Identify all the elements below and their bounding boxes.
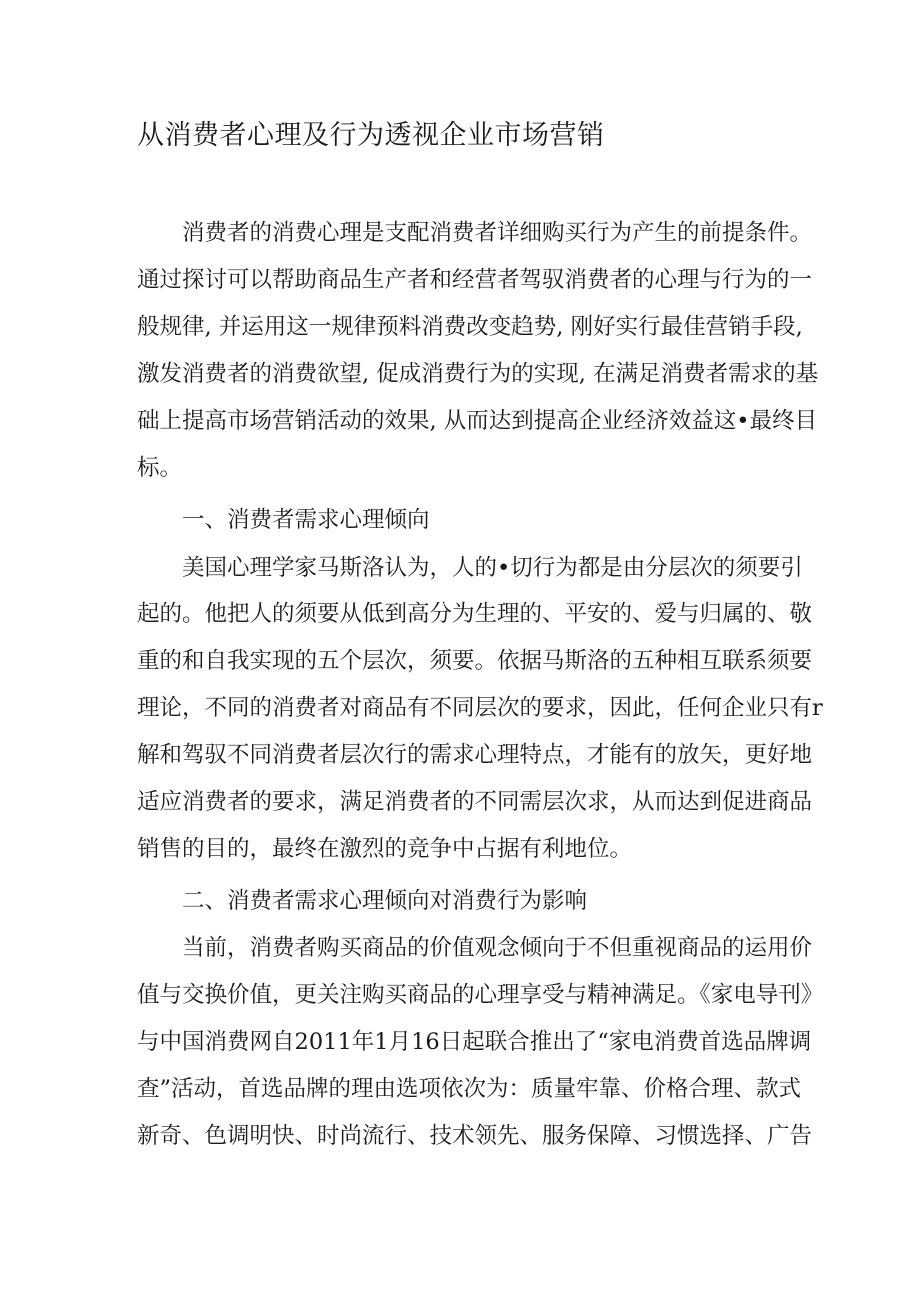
- section-heading: 一、消费者需求心理倾向: [182, 507, 430, 533]
- paragraph-line: 消费者的消费心理是支配消费者详细购买行为产生的前提条件。: [182, 220, 813, 246]
- paragraph-line: 与中国消费网自2011年1月16日起联合推出了“家电消费首选品牌调: [137, 1029, 812, 1055]
- paragraph-line: 础上提高市场营销活动的效果, 从而达到提高企业经济效益这•最终目: [137, 408, 818, 434]
- paragraph-line: 激发消费者的消费欲望, 促成消费行为的实现, 在满足消费者需求的基: [137, 361, 819, 387]
- paragraph-line: 适应消费者的要求，满足消费者的不同需层次求，从而达到促进商品: [137, 789, 813, 815]
- paragraph-line: 般规律, 并运用这一规律预料消费改变趋势, 刚好实行最佳营销手段,: [137, 314, 803, 340]
- paragraph-line: 重的和自我实现的五个层次，须要。依据马斯洛的五种相互联系须要: [137, 648, 813, 674]
- paragraph-line: 理论，不同的消费者对商品有不同层次的要求，因此，任何企业只有r: [137, 695, 823, 721]
- paragraph-line: 解和驾驭不同消费者层次行的需求心理特点，才能有的放矢，更好地: [137, 742, 813, 768]
- section-heading: 二、消费者需求心理倾向对消费行为影响: [182, 888, 588, 914]
- document-title: 从消费者心理及行为透视企业市场营销: [137, 120, 605, 151]
- paragraph-line: 值与交换价值，更关注购买商品的心理享受与精神满足。《家电导刊》: [137, 982, 824, 1008]
- paragraph-line: 当前，消费者购买商品的价值观念倾向于不但重视商品的运用价: [182, 935, 813, 961]
- paragraph-line: 通过探讨可以帮助商品生产者和经营者驾驭消费者的心理与行为的一: [137, 267, 813, 293]
- paragraph-line: 起的。他把人的须要从低到高分为生理的、平安的、爱与归属的、敬: [137, 601, 813, 627]
- paragraph-line: 销售的目的，最终在激烈的竞争中占据有利地位。: [137, 836, 633, 862]
- paragraph-line: 美国心理学家马斯洛认为，人的•切行为都是由分层次的须要引: [182, 555, 803, 581]
- paragraph-line: 新奇、色调明快、时尚流行、技术领先、服务保障、习惯选择、广告: [137, 1123, 813, 1149]
- paragraph-line: 查”活动，首选品牌的理由选项依次为：质量牢靠、价格合理、款式: [137, 1076, 802, 1102]
- paragraph-line: 标。: [137, 455, 183, 481]
